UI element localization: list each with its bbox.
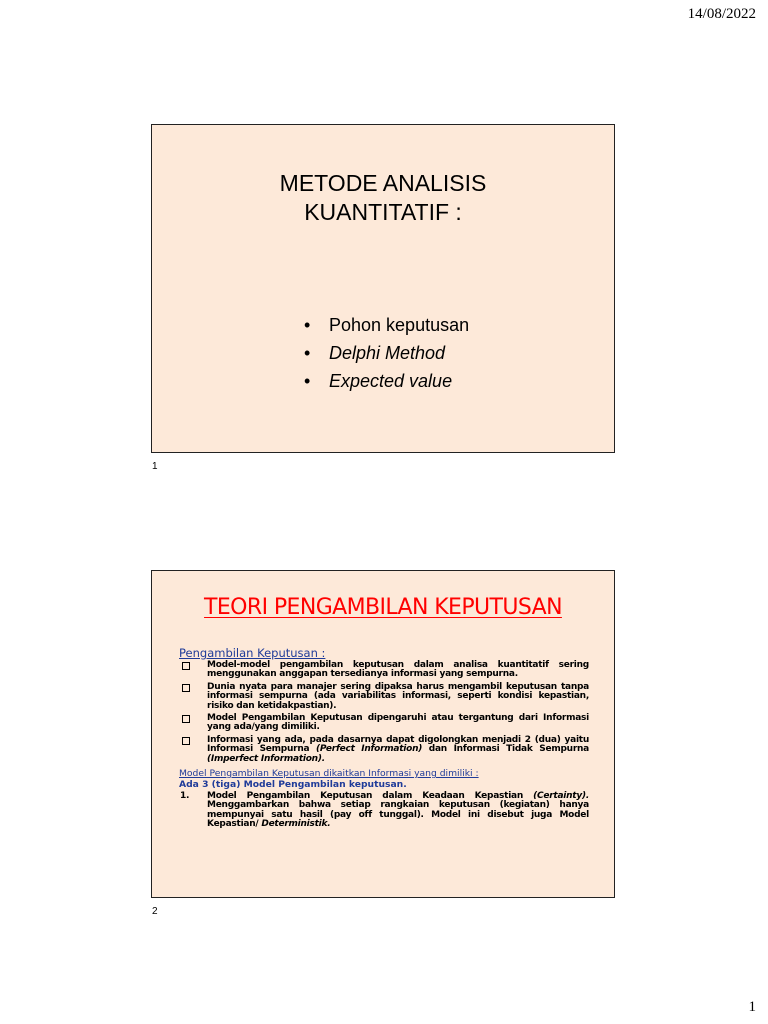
numbered-list [179, 792, 589, 830]
slide-1 [151, 124, 615, 453]
bullet-text: Expected value [329, 371, 453, 391]
slide-1-title-line-1: METODE ANALISIS [279, 170, 487, 196]
bullet-icon: • [304, 371, 311, 391]
bullet-text: Delphi Method [329, 343, 446, 363]
list-item [179, 661, 589, 680]
item-text: Menggambarkan bahwa setiap rangkaian keputusan (kegiatan) hanya mempunyai satu hasil (pay off tunggal). Model ini disebut juga Model Kepastian/ [207, 800, 589, 830]
subheading-bold: Ada 3 (tiga) Model Pengambilan keputusan. [179, 779, 407, 791]
subheading: Model Pengambilan Keputusan dikaitkan Informasi yang dimiliki : [179, 768, 479, 780]
list-item [304, 367, 469, 395]
item-text: Dunia nyata para manajer sering dipaksa harus mengambil keputusan tanpa informasi sempurna (ada variabilitas informasi, seperti kondisi kepastian, risiko dan ketidakpastian). [207, 681, 589, 711]
slide-1-bullet-list [304, 311, 469, 395]
item-text: dan Informasi Tidak Sempurna [428, 744, 589, 755]
checkbox-bullet-icon [182, 662, 190, 670]
slide-2-title: TEORI PENGAMBILAN KEPUTUSAN [204, 595, 562, 620]
slide-2 [151, 570, 615, 898]
item-text-italic: (Perfect Information) [315, 744, 423, 755]
bullet-icon: • [304, 343, 311, 363]
list-item [179, 714, 589, 733]
page-number: 1 [748, 999, 756, 1015]
checkbox-bullet-list [179, 661, 589, 764]
slide-1-title-line-2: KUANTITATIF : [304, 199, 462, 225]
section-heading: Pengambilan Keputusan : [179, 646, 326, 660]
item-text-italic: Deterministik. [261, 819, 331, 830]
header-date: 14/08/2022 [687, 6, 756, 22]
item-text-italic: (Imperfect Information). [207, 753, 325, 764]
item-text: Informasi yang ada, pada dasarnya dapat digolongkan menjadi 2 (dua) yaitu Informasi Sempurna [207, 734, 589, 755]
slide-1-title [152, 169, 614, 227]
checkbox-bullet-icon [182, 737, 190, 745]
list-item [304, 339, 469, 367]
slide-1-number: 1 [152, 461, 158, 472]
slide-2-body [179, 647, 589, 830]
list-item [179, 792, 589, 830]
bullet-text: Pohon keputusan [329, 315, 470, 335]
item-text: Model Pengambilan Keputusan dalam Keadaan Kepastian [207, 790, 524, 801]
list-item [179, 736, 589, 764]
bullet-icon: • [304, 315, 311, 335]
slide-2-number: 2 [152, 906, 158, 917]
list-item [304, 311, 469, 339]
item-text: Model-model pengambilan keputusan dalam analisa kuantitatif sering menggunakan anggapan tersedianya informasi yang sempurna. [207, 660, 589, 680]
item-text-italic: (Certainty). [533, 790, 589, 801]
item-text: Model Pengambilan Keputusan dipengaruhi atau tergantung dari Informasi yang ada/yang dimiliki. [207, 713, 589, 733]
checkbox-bullet-icon [182, 684, 190, 692]
item-number: 1. [180, 790, 190, 801]
list-item [179, 683, 589, 711]
checkbox-bullet-icon [182, 715, 190, 723]
